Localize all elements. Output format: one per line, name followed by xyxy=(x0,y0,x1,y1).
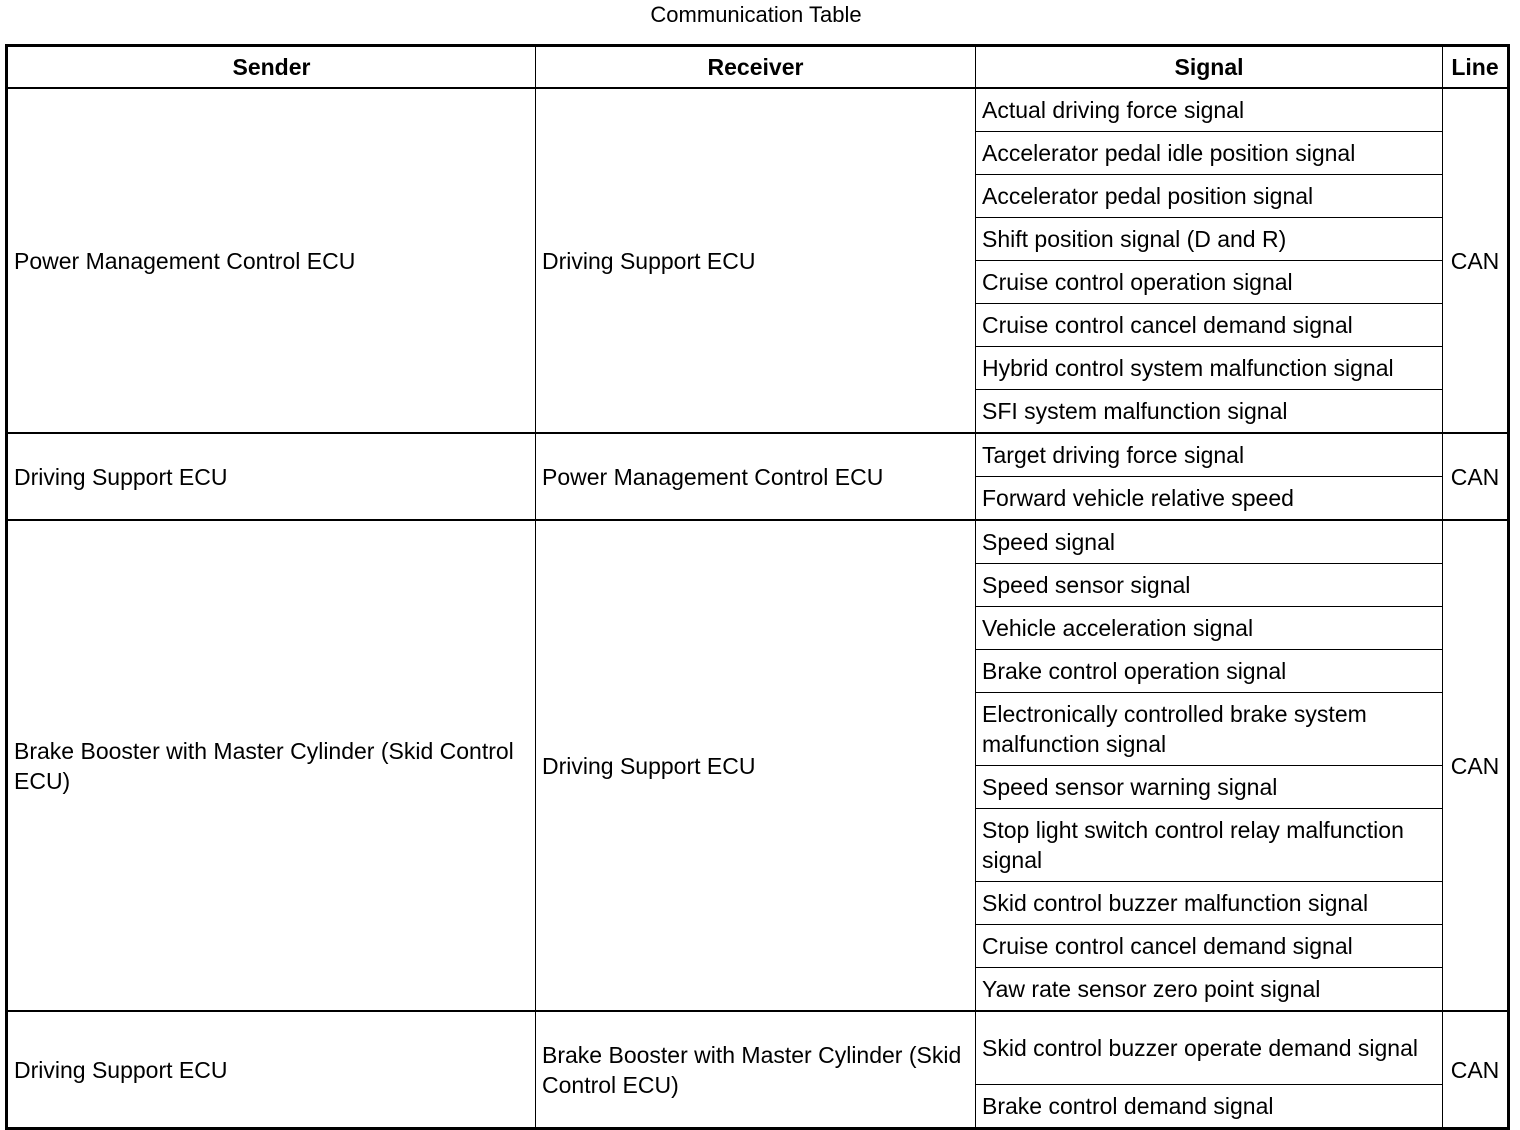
group-brake-to-driving xyxy=(7,520,1509,1011)
line-cell: CAN xyxy=(1443,88,1509,433)
table-row xyxy=(7,433,1509,477)
signal-cell: Speed sensor signal xyxy=(976,564,1443,607)
receiver-cell: Power Management Control ECU xyxy=(536,433,976,520)
header-receiver: Receiver xyxy=(536,46,976,89)
receiver-cell: Brake Booster with Master Cylinder (Skid Control ECU) xyxy=(536,1011,976,1129)
table-row xyxy=(7,1011,1509,1085)
signal-cell: Speed signal xyxy=(976,520,1443,564)
signal-cell: SFI system malfunction signal xyxy=(976,390,1443,434)
signal-cell: Accelerator pedal idle position signal xyxy=(976,132,1443,175)
signal-cell: Accelerator pedal position signal xyxy=(976,175,1443,218)
receiver-cell: Driving Support ECU xyxy=(536,520,976,1011)
signal-cell: Cruise control operation signal xyxy=(976,261,1443,304)
signal-cell: Stop light switch control relay malfunction signal xyxy=(976,809,1443,882)
signal-cell: Target driving force signal xyxy=(976,433,1443,477)
communication-table xyxy=(5,44,1510,1130)
table-row xyxy=(7,520,1509,564)
sender-cell: Driving Support ECU xyxy=(7,1011,536,1129)
signal-cell: Cruise control cancel demand signal xyxy=(976,925,1443,968)
header-signal: Signal xyxy=(976,46,1443,89)
signal-cell: Yaw rate sensor zero point signal xyxy=(976,968,1443,1012)
receiver-cell: Driving Support ECU xyxy=(536,88,976,433)
signal-cell: Brake control operation signal xyxy=(976,650,1443,693)
table-row xyxy=(7,88,1509,132)
signal-cell: Hybrid control system malfunction signal xyxy=(976,347,1443,390)
signal-cell: Vehicle acceleration signal xyxy=(976,607,1443,650)
group-power-to-driving xyxy=(7,88,1509,433)
group-driving-to-power xyxy=(7,433,1509,520)
sender-cell: Driving Support ECU xyxy=(7,433,536,520)
header-row xyxy=(7,46,1509,89)
signal-cell: Speed sensor warning signal xyxy=(976,766,1443,809)
sender-cell: Brake Booster with Master Cylinder (Skid Control ECU) xyxy=(7,520,536,1011)
signal-cell: Skid control buzzer operate demand signal xyxy=(976,1011,1443,1085)
table-title: Communication Table xyxy=(650,2,862,27)
line-cell: CAN xyxy=(1443,520,1509,1011)
group-driving-to-brake xyxy=(7,1011,1509,1129)
signal-cell: Actual driving force signal xyxy=(976,88,1443,132)
signal-cell: Shift position signal (D and R) xyxy=(976,218,1443,261)
signal-cell: Forward vehicle relative speed xyxy=(976,477,1443,521)
header-line: Line xyxy=(1443,46,1509,89)
signal-cell: Cruise control cancel demand signal xyxy=(976,304,1443,347)
signal-cell: Electronically controlled brake system malfunction signal xyxy=(976,693,1443,766)
line-cell: CAN xyxy=(1443,433,1509,520)
signal-cell: Skid control buzzer malfunction signal xyxy=(976,882,1443,925)
header-sender: Sender xyxy=(7,46,536,89)
signal-cell: Brake control demand signal xyxy=(976,1085,1443,1129)
line-cell: CAN xyxy=(1443,1011,1509,1129)
sender-cell: Power Management Control ECU xyxy=(7,88,536,433)
